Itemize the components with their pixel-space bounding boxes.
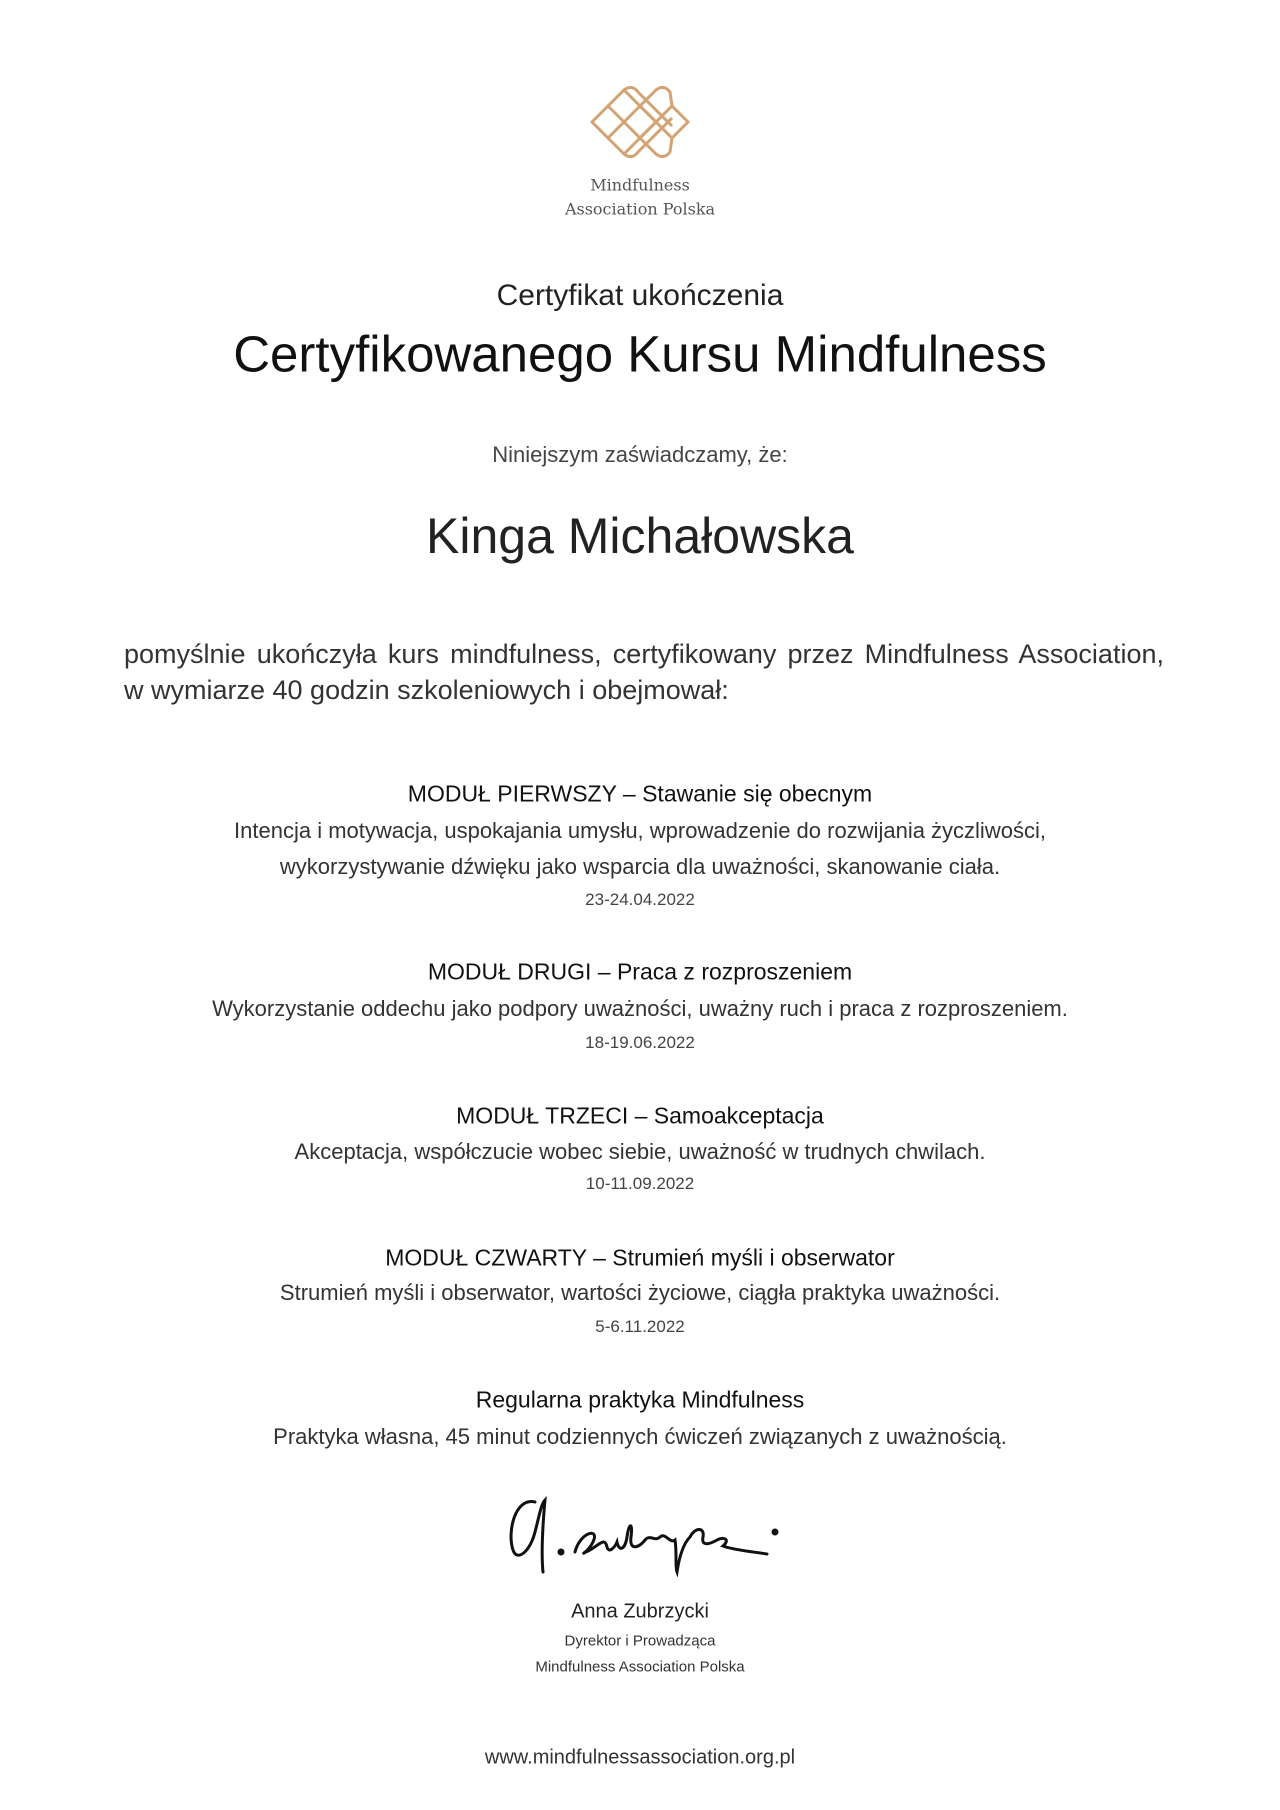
completion-paragraph: pomyślnie ukończyła kurs mindfulness, certyfikowany przez Mindfulness Association, w wymiarze 40 godzin szkoleniowych i obejmował: (124, 639, 1164, 705)
module-1-date: 23-24.04.2022 (585, 890, 695, 909)
signatory-role: Dyrektor i Prowadząca (564, 1632, 716, 1650)
recipient-name: Kinga Michałowska (426, 508, 854, 564)
module-3-desc: Akceptacja, współczucie wobec siebie, uważność w trudnych chwilach. (294, 1139, 986, 1164)
module-4-date: 5-6.11.2022 (595, 1317, 685, 1336)
signatory-name: Anna Zubrzycki (571, 1600, 709, 1623)
certificate-title: Certyfikowanego Kursu Mindfulness (233, 325, 1047, 383)
module-2-date: 18-19.06.2022 (585, 1033, 695, 1052)
module-3-title: MODUŁ TRZECI – Samoakceptacja (456, 1102, 824, 1129)
logo-line-2: Association Polska (564, 199, 716, 219)
practice-desc: Praktyka własna, 45 minut codziennych ćwiczeń związanych z uważnością. (273, 1424, 1007, 1449)
module-2-desc: Wykorzystanie oddechu jako podpory uważności, uważny ruch i praca z rozproszeniem. (212, 996, 1068, 1021)
logo-line-1: Mindfulness (590, 175, 690, 195)
module-4-title: MODUŁ CZWARTY – Strumień myśli i obserwator (385, 1244, 895, 1271)
module-4-desc: Strumień myśli i obserwator, wartości życiowe, ciągła praktyka uważności. (279, 1280, 1001, 1305)
website-link[interactable]: www.mindfulnessassociation.org.pl (484, 1746, 796, 1769)
module-1-title: MODUŁ PIERWSZY – Stawanie się obecnym (407, 780, 873, 807)
handwritten-signature (505, 1492, 785, 1577)
module-1-desc-2: wykorzystywanie dźwięku jako wsparcia dla uważności, skanowanie ciała. (279, 854, 1001, 879)
certificate-subtitle: Certyfikat ukończenia (496, 279, 784, 312)
module-3-date: 10-11.09.2022 (585, 1174, 695, 1193)
signatory-org: Mindfulness Association Polska (535, 1658, 745, 1676)
endless-knot-logo (590, 86, 690, 158)
module-2-title: MODUŁ DRUGI – Praca z rozproszeniem (427, 958, 853, 985)
intro-text: Niniejszym zaświadczamy, że: (492, 442, 788, 467)
module-1-desc-1: Intencja i motywacja, uspokajania umysłu, wprowadzenie do rozwijania życzliwości, (234, 818, 1046, 843)
practice-title: Regularna praktyka Mindfulness (475, 1386, 805, 1413)
